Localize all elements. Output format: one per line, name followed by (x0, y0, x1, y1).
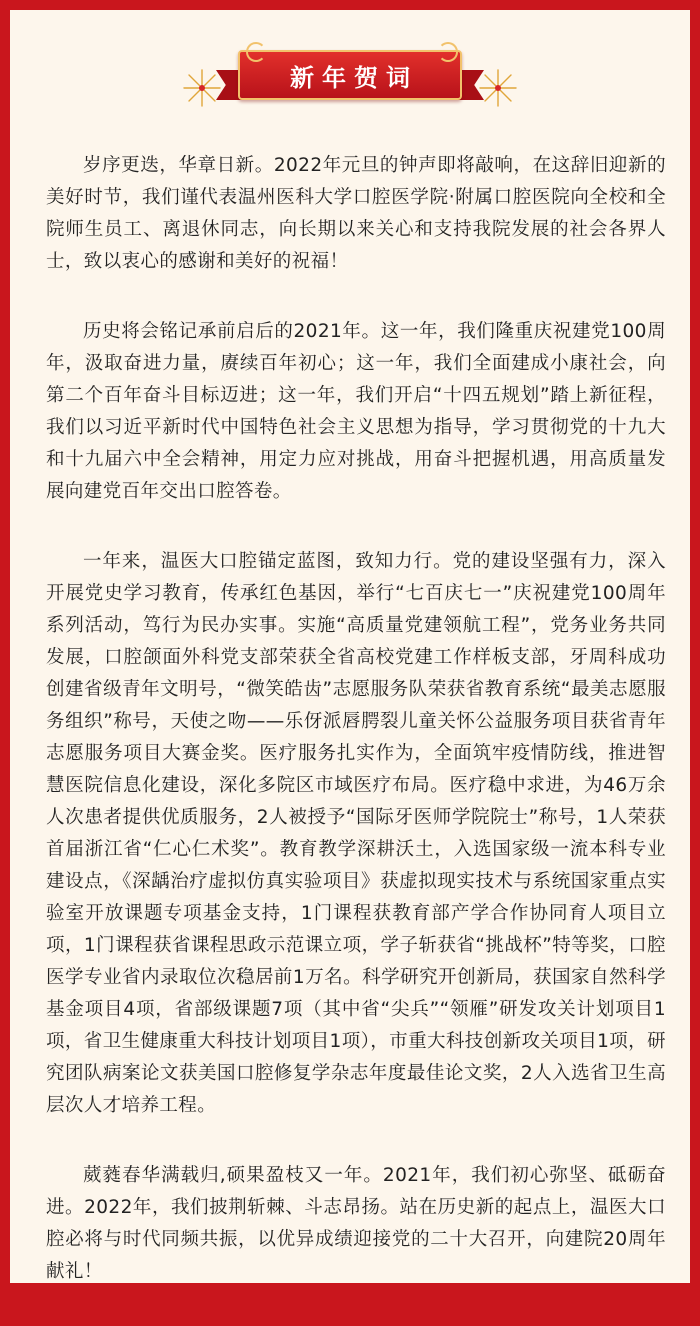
paragraph-closing: 葳蕤春华满载归,硕果盈枝又一年。2021年，我们初心弥坚、砥砺奋进。2022年，我们披荆斩棘、斗志昂扬。站在历史新的起点上，温医大口腔必将与时代同频共振，以优异成绩迎接党的二十大召开，向建院20周年献礼！ (46, 1165, 666, 1282)
paragraph-opening: 岁序更迭，华章日新。2022年元旦的钟声即将敲响，在这辞旧迎新的美好时节，我们谨代表温州医科大学口腔医学院·附属口腔医院向全校和全院师生员工、离退休同志，向长期以来关心和支持我院发展的社会各界人士，致以衷心的感谢和美好的祝福！ (46, 155, 666, 272)
banner (238, 50, 462, 100)
cloud-left-icon (246, 42, 266, 62)
cloud-right-icon (438, 42, 458, 62)
greeting-body (46, 150, 666, 1326)
paragraph-achievements: 一年来，温医大口腔锚定蓝图，致知力行。党的建设坚强有力，深入开展党史学习教育，传承红色基因，举行“七百庆七一”庆祝建党100周年系列活动，笃行为民办实事。实施“高质量党建领航工程”，党务业务共同发展，口腔颌面外科党支部荣获全省高校党建工作样板支部，牙周科成功创建省级青年文明号，“微笑皓齿”志愿服务队荣获省教育系统“最美志愿服务组织”称号，天使之吻——乐伢派唇腭裂儿童关怀公益服务项目获省青年志愿服务项目大赛金奖。医疗服务扎实作为，全面筑牢疫情防线，推进智慧医院信息化建设，深化多院区市域医疗布局。医疗稳中求进，为46万余人次患者提供优质服务，2人被授予“国际牙医师学院院士”称号，1人荣获首届浙江省“仁心仁术奖”。教育教学深耕沃土，入选国家级一流本科专业建设点，《深龋治疗虚拟仿真实验项目》获虚拟现实技术与系统国家重点实验室开放课题专项基金支持，1门课程获教育部产学合作协同育人项目立项，1门课程获省课程思政示范课立项，学子斩获省“挑战杯”特等奖，口腔医学专业省内录取位次稳居前1万名。科学研究开创新局，获国家自然科学基金项目4项，省部级课题7项（其中省“尖兵”“领雁”研发攻关计划项目1项，省卫生健康重大科技计划项目1项），市重大科技创新攻关项目1项，研究团队病案论文获美国口腔修复学杂志年度最佳论文奖，2人入选省卫生高层次人才培养工程。 (46, 551, 666, 1116)
paragraph-history: 历史将会铭记承前启后的2021年。这一年，我们隆重庆祝建党100周年，汲取奋进力量，赓续百年初心；这一年，我们全面建成小康社会，向第二个百年奋斗目标迈进；这一年，我们开启“十四五规划”踏上新征程，我们以习近平新时代中国特色社会主义思想为指导，学习贯彻党的十九大和十九届六中全会精神，用定力应对挑战，用奋斗把握机遇，用高质量发展向建党百年交出口腔答卷。 (46, 321, 666, 502)
firework-left-icon (180, 66, 224, 110)
greeting-card (10, 10, 690, 1283)
banner-area (10, 30, 690, 130)
banner-title: 新年贺词 (290, 63, 418, 92)
firework-right-icon (476, 66, 520, 110)
